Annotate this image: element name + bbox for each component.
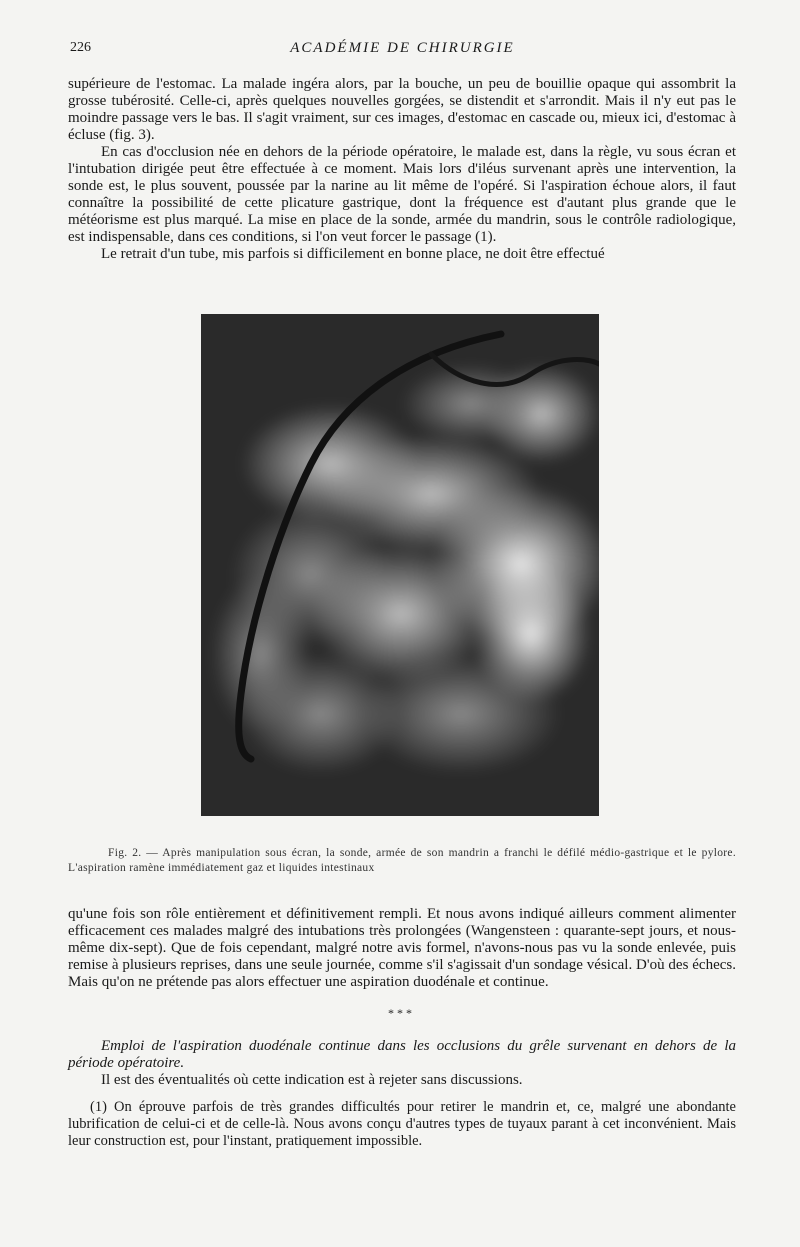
- page-number: 226: [70, 40, 91, 55]
- body-text-continued: [68, 906, 736, 991]
- section-heading: Emploi de l'aspiration duodénale continue dans les occlusions du grêle survenant en dehors de la période opératoire.: [68, 1038, 736, 1071]
- asterism: * * *: [388, 1006, 412, 1020]
- xray-figure: [201, 314, 599, 816]
- body-text-top: [68, 76, 736, 263]
- paragraph: qu'une fois son rôle entièrement et définitivement rempli. Et nous avons indiqué ailleurs comment alimenter efficacement ces malades malgré des intubations très prolongées (Wangensteen : quarante-sept jours, et nous-même dix-sept). Que de fois cependant, malgré notre avis formel, n'avons-nous pas vu la sonde enlevée, puis remise à plusieurs reprises, dans une seule journée, comme s'il s'agissait d'un sondage vésical. D'où des échecs. Mais qu'on ne prétende pas alors effectuer une aspiration duodénale et continue.: [68, 906, 736, 990]
- section: [68, 1038, 736, 1089]
- paragraph: Le retrait d'un tube, mis parfois si difficilement en bonne place, ne doit être effectué: [101, 246, 605, 262]
- running-title: ACADÉMIE DE CHIRURGIE: [290, 40, 515, 56]
- section-text: Il est des éventualités où cette indication est à rejeter sans discussions.: [101, 1072, 523, 1088]
- page-header: [70, 40, 735, 60]
- figure-caption: Fig. 2. — Après manipulation sous écran, la sonde, armée de son mandrin a franchi le défilé médio-gastrique et le pylore. L'aspiration ramène immédiatement gaz et liquides intestinaux: [68, 847, 736, 874]
- footnote: (1) On éprouve parfois de très grandes difficultés pour retirer le mandrin et, ce, malgré une abondante lubrification de celui-ci et de celle-là. Nous avons conçu d'autres types de tuyaux parant à cet inconvénient. Mais leur construction est, pour l'instant, pratiquement impossible.: [68, 1099, 736, 1149]
- xray-image: [201, 314, 599, 816]
- paragraph: supérieure de l'estomac. La malade ingéra alors, par la bouche, un peu de bouillie opaque qui assombrit la grosse tubérosité. Celle-ci, après quelques nouvelles gorgées, se distendit et s'arrondit. Mais il n'y eut pas le moindre passage vers le bas. Il s'agit vraiment, sur ces images, d'estomac en cascade ou, mieux ici, d'estomac à écluse (fig. 3).: [68, 76, 736, 143]
- paragraph: En cas d'occlusion née en dehors de la période opératoire, le malade est, dans la règle, vu sous écran et l'intubation dirigée peut être effectuée à ce moment. Mais lors d'iléus survenant après une intervention, la sonde est, le plus souvent, poussée par la narine au lit même de l'opéré. Si l'aspiration échoue alors, il faut connaître la possibilité de cette plicature gastrique, dont la fréquence est d'autant plus grande que le météorisme est plus marqué. La mise en place de la sonde, armée du mandrin, sous le contrôle radiologique, est indispensable, dans ces conditions, si l'on veut forcer le passage (1).: [68, 144, 736, 245]
